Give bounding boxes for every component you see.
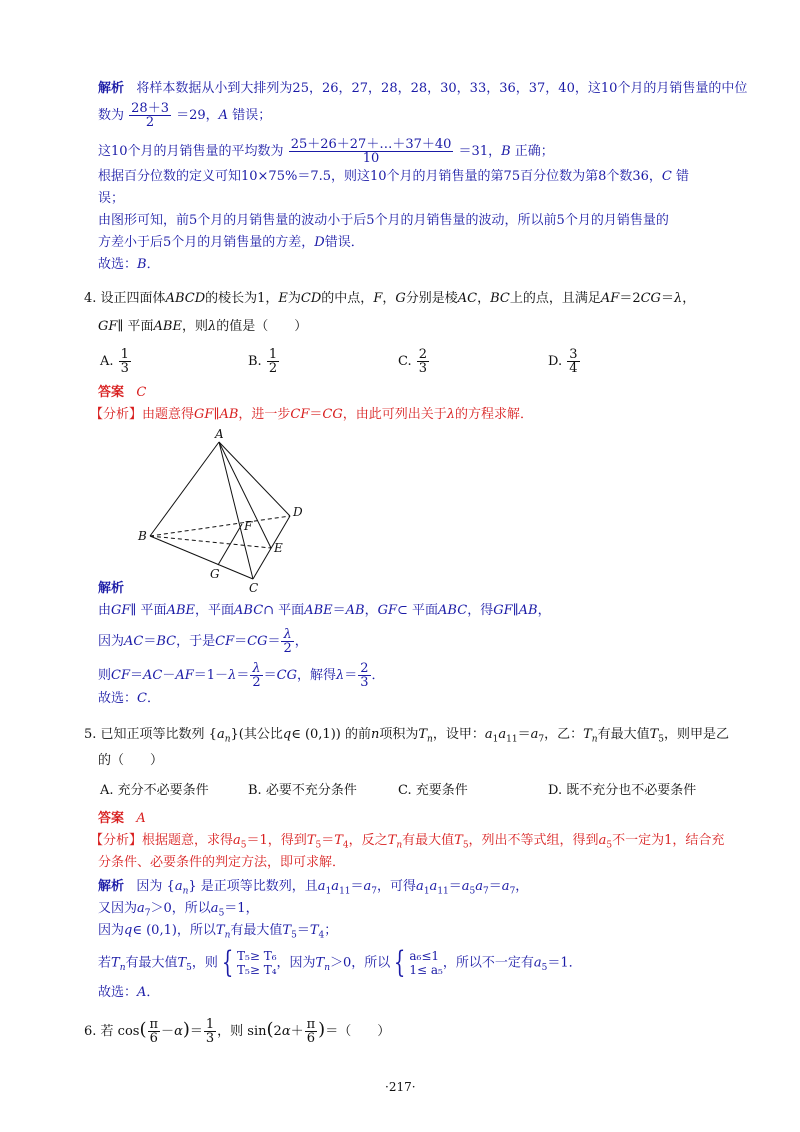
q5-solution-line-3: 因为q∈ (0,1)，所以$T_n$有最大值$T_5=T_4$； — [98, 923, 338, 941]
edge-bd — [150, 516, 290, 536]
question-number: 6. — [84, 1024, 97, 1039]
q3-solution-line-5: 误； — [98, 191, 125, 206]
q4-solution-line-1: 由GF∥ 平面ABE，平面ABC∩ 平面ABE＝AB，GF⊂ 平面ABC，得GF∥AB， — [98, 603, 551, 618]
q4-solution-line-4: 故选：C． — [98, 691, 160, 706]
option-c[interactable]: C. $\frac{2}{3}$ — [398, 347, 428, 376]
page-number: ·217· — [385, 1080, 416, 1094]
edge-ad — [219, 442, 290, 516]
option-a[interactable]: A. $\frac{1}{3}$ — [100, 347, 129, 376]
q4-solution-heading: 解析 — [98, 581, 125, 596]
q6-stem: 6. 若 cos( $\frac{\pi}{6}$ －α)＝ $\frac{1}{3}$ ，则 sin(2α＋ $\frac{\pi}{6}$ )＝（ ） — [84, 1017, 391, 1046]
q4-stem-line-1: 4. 设正四面体ABCD的棱长为1，E为CD的中点，F，G分别是棱AC，BC上的点，且满足AF＝2CG＝λ， — [84, 291, 696, 306]
q5-answer: 答案 A — [98, 811, 146, 826]
segment-be — [150, 536, 271, 548]
q5-solution-line-1: 解析 因为 $\{a_n\}$ 是正项等比数列，且$a_1a_{11}=a_7$，可得$a_1a_{11}=a_5a_7=a_7$， — [98, 879, 529, 897]
q4-solution-line-2: 因为AC＝BC，于是CF＝CG＝ $\frac{\lambda}{2}$ ， — [98, 627, 308, 656]
edge-ab — [150, 442, 219, 536]
label-e: E — [274, 541, 283, 555]
segment-gf — [218, 524, 242, 565]
option-a[interactable]: A. 充分不必要条件 — [100, 783, 209, 798]
solution-heading: 解析 — [98, 81, 125, 96]
label-c: C — [249, 581, 259, 595]
q5-analysis-line-1: 【分析】根据题意，求得$a_5=1$，得到$T_5=T_4$，反之$T_n$有最大值$T_5$，列出不等式组，得到$a_5$不一定为1，结合充 — [90, 833, 725, 851]
q3-solution-line-7: 方差小于后5个月的月销售量的方差，D错误． — [98, 235, 364, 250]
q5-solution-line-2: 又因为$a_7>0$，所以$a_5=1$， — [98, 901, 259, 919]
q5-analysis-line-2: 分条件、必要条件的判定方法，即可求解． — [98, 855, 346, 870]
q3-solution-line-6: 由图形可知，前5个月的月销售量的波动小于后5个月的月销售量的波动，所以前5个月的月销售量的 — [98, 213, 669, 228]
edge-bc — [150, 536, 253, 579]
label-b: B — [138, 529, 147, 543]
q4-answer: 答案 C — [98, 385, 147, 400]
fraction: $\frac{28+3}{2}$ — [131, 101, 169, 130]
edge-ac — [219, 442, 253, 579]
option-c[interactable]: C. 充要条件 — [398, 783, 468, 798]
q4-stem-line-2: GF∥ 平面ABE，则λ的值是（ ） — [98, 319, 308, 334]
q3-solution-line-8: 故选：B． — [98, 257, 160, 272]
label-f: F — [244, 519, 253, 533]
label-d: D — [293, 505, 303, 519]
question-number: 5. — [84, 727, 97, 742]
q3-solution-line-3: 这10个月的月销售量的平均数为 $\frac{25+26+27+\dots+37+40}{10}$ ＝31，B 正确； — [98, 137, 554, 166]
q5-stem-line-1: 5. 已知正项等比数列 $\{a_n\}$(其公比q∈ (0,1)) 的前n项积为$T_n$，设甲：$a_1a_{11}=a_7$，乙：$T_n$有最大值$T_5$，则甲是乙 — [84, 727, 729, 745]
tetrahedron-figure — [130, 424, 330, 596]
label-a: A — [215, 427, 224, 441]
fraction: $\frac{25+26+27+\dots+37+40}{10}$ — [290, 137, 452, 166]
q4-analysis: 【分析】由题意得GF∥AB，进一步CF＝CG，由此可列出关于λ的方程求解． — [90, 407, 534, 422]
q4-solution-line-3: 则CF＝AC－AF＝1－λ＝ $\frac{\lambda}{2}$ ＝CG，解得λ＝ $\frac{2}{3}$ ． — [98, 661, 385, 690]
label-g: G — [210, 567, 220, 581]
edge-cd — [253, 516, 290, 579]
q3-solution-line-2: 数为 $\frac{28+3}{2}$ ＝29，A 错误； — [98, 101, 272, 130]
q5-solution-line-4: 若$T_n$有最大值$T_5$，则 { T₅≥ T₆ T₅≥ T₄ ，因为$T_n>0$，所以 { a₆≤1 1≤ a₅ ，所以不一定有$a_5=1$． — [98, 945, 582, 980]
option-b[interactable]: B. $\frac{1}{2}$ — [248, 347, 278, 376]
q5-solution-line-5: 故选：A． — [98, 985, 160, 1000]
question-number: 4. — [84, 291, 97, 306]
option-b[interactable]: B. 必要不充分条件 — [248, 783, 357, 798]
q5-stem-line-2: 的（ ） — [98, 753, 164, 768]
option-d[interactable]: D. 既不充分也不必要条件 — [548, 783, 697, 798]
q3-solution-line-4: 根据百分位数的定义可知10×75%＝7.5，则这10个月的月销售量的第75百分位数为第8个数36，C 错 — [98, 169, 690, 184]
option-d[interactable]: D. $\frac{3}{4}$ — [548, 347, 578, 376]
q3-solution-line-1: 解析 将样本数据从小到大排列为25，26，27，28，28，30，33，36，37，40，这10个月的月销售量的中位 — [98, 81, 748, 96]
